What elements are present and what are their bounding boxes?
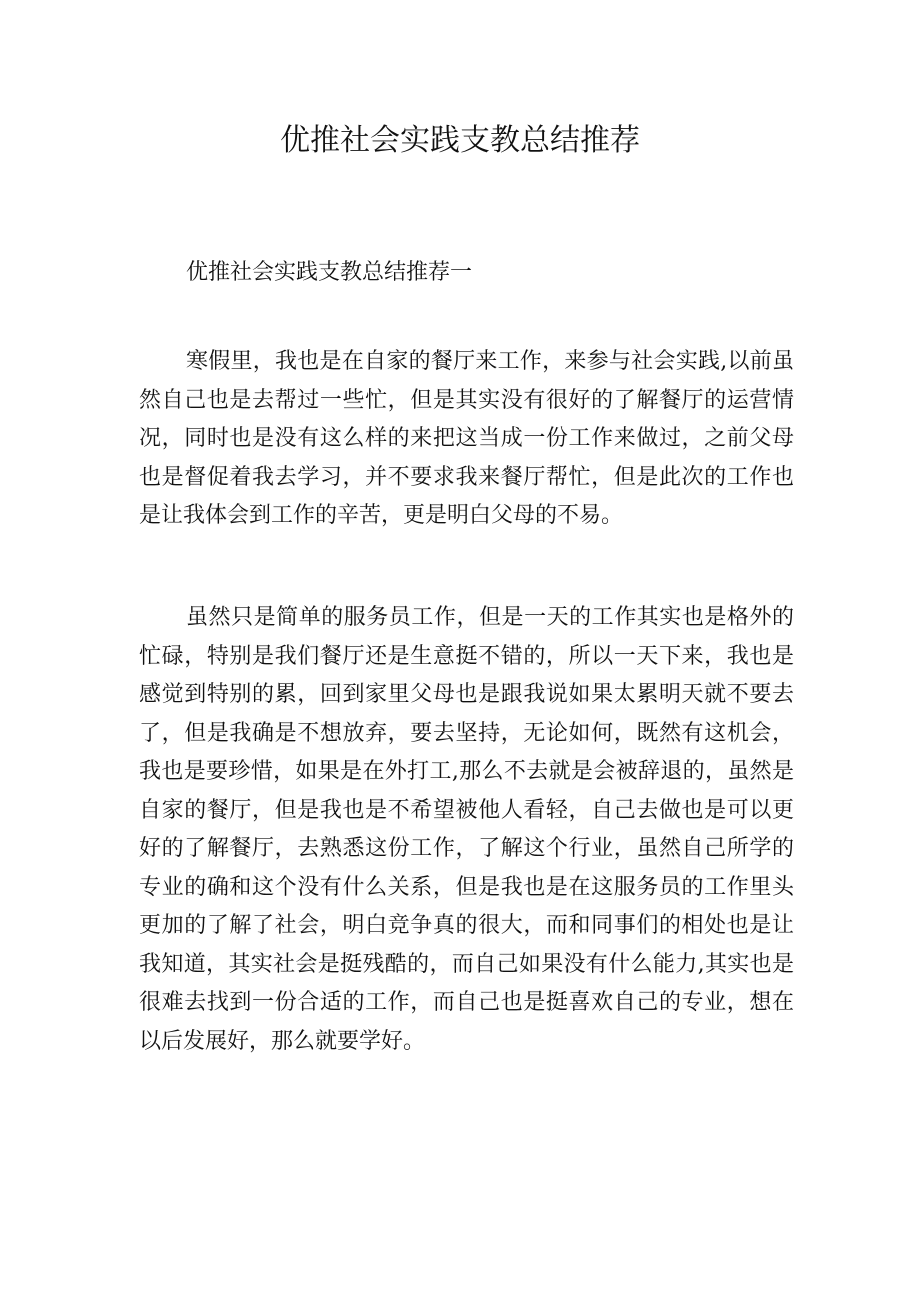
document-title: 优推社会实践支教总结推荐 [280,123,640,158]
paragraph-1: 寒假里，我也是在自家的餐厅来工作，来参与社会实践,以前虽然自己也是去帮过一些忙，但是其实没有很好的了解餐厅的运营情况，同时也是没有这么样的来把这当成一份工作来做过，之前父母也是督促着我去学习，并不要求我来餐厅帮忙，但是此次的工作也是让我体会到工作的辛苦，更是明白父母的不易。 [139,349,794,528]
section-subtitle: 优推社会实践支教总结推荐一 [186,260,473,285]
paragraph-2: 虽然只是简单的服务员工作，但是一天的工作其实也是格外的忙碌，特别是我们餐厅还是生意挺不错的，所以一天下来，我也是感觉到特别的累，回到家里父母也是跟我说如果太累明天就不要去了，但是我确是不想放弃，要去坚持，无论如何，既然有这机会，我也是要珍惜，如果是在外打工,那么不去就是会被辞退的，虽然是自家的餐厅，但是我也是不希望被他人看轻，自己去做也是可以更好的了解餐厅，去熟悉这份工作，了解这个行业，虽然自己所学的专业的确和这个没有什么关系，但是我也是在这服务员的工作里头更加的了解了社会，明白竞争真的很大，而和同事们的相处也是让我知道，其实社会是挺残酷的，而自己如果没有什么能力,其实也是很难去找到一份合适的工作，而自己也是挺喜欢自己的专业，想在以后发展好，那么就要学好。 [139,605,794,1054]
